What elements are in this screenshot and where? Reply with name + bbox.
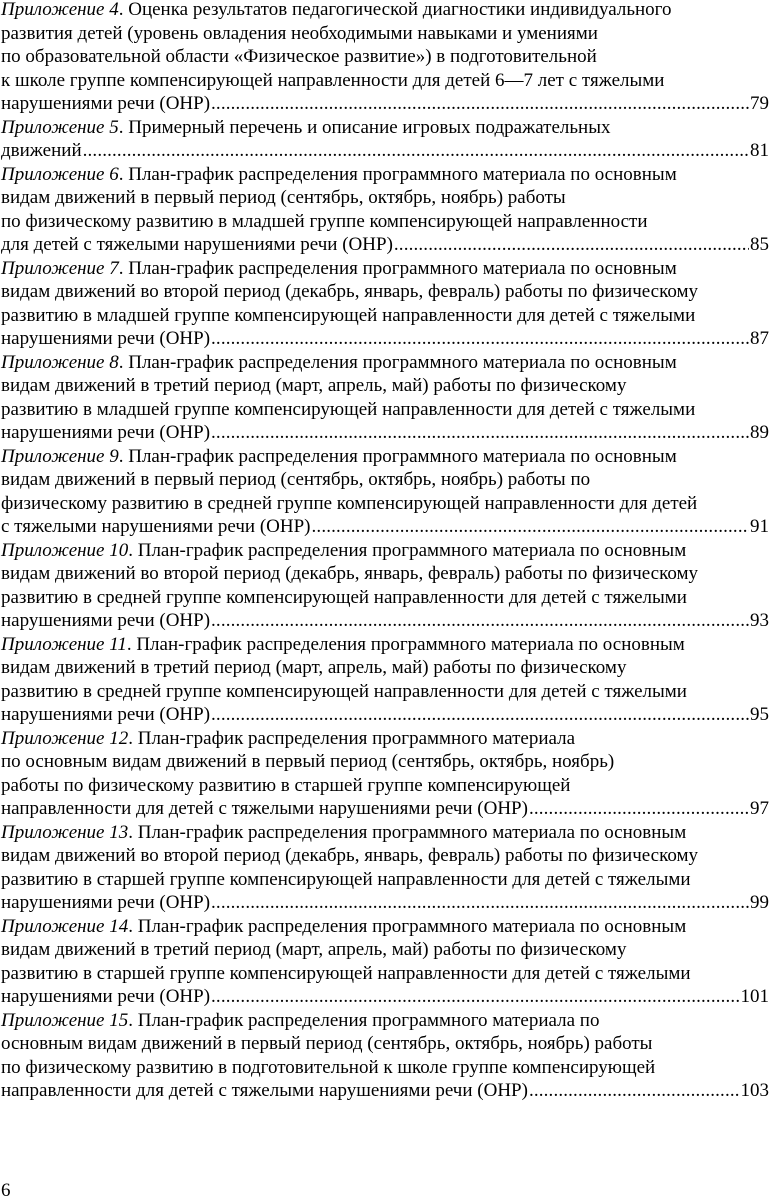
entry-title-text: развитию в младшей группе компенсирующей направленности для детей с тяжелыми [1, 398, 696, 420]
toc-entry-line [1, 609, 769, 633]
toc-entry [1, 633, 769, 727]
toc-entry-line [1, 139, 769, 163]
entry-page-number: 85 [750, 234, 769, 255]
toc-entry-line [1, 985, 769, 1009]
toc-entry-line [1, 374, 769, 398]
toc-entry-line [1, 327, 769, 351]
toc-entry-line [1, 633, 769, 657]
toc-entry-line [1, 186, 769, 210]
toc-entry-line [1, 163, 769, 187]
toc-entry-line [1, 1009, 769, 1033]
toc-entry-line [1, 797, 769, 821]
entry-page-number: 101 [740, 986, 769, 1007]
toc-entry-line [1, 539, 769, 563]
entry-title-text: нарушениями речи (ОНР) [1, 93, 211, 114]
toc-entry-line [1, 915, 769, 939]
toc-entry-line [1, 1079, 769, 1103]
dot-leader [211, 609, 749, 633]
toc-entry-line [1, 468, 769, 492]
entry-title-text: видам движений во второй период (декабрь, январь, февраль) работы по физическому [1, 845, 699, 866]
entry-page-number: 81 [750, 140, 769, 161]
toc-entry-line [1, 233, 769, 257]
entry-title-text: нарушениями речи (ОНР) [1, 422, 211, 443]
toc-entry [1, 116, 769, 163]
toc-entry-line [1, 515, 769, 539]
toc-entry-line [1, 421, 769, 445]
entry-title-text: с тяжелыми нарушениями речи (ОНР) [1, 516, 311, 537]
appendix-label: Приложение 7 [1, 257, 119, 279]
entry-title-text: видам движений в первый период (сентябрь, октябрь, ноябрь) работы по [1, 469, 591, 490]
entry-title-text: нарушениями речи (ОНР) [1, 610, 211, 631]
appendix-label: Приложение 14 [1, 915, 129, 937]
toc-entry-line [1, 868, 769, 892]
toc-entry [1, 821, 769, 915]
entry-page-number: 103 [740, 1080, 769, 1101]
appendix-label: Приложение 11 [1, 633, 127, 655]
toc-entry-line [1, 680, 769, 704]
dot-leader [83, 139, 749, 163]
toc-entry [1, 257, 769, 351]
dot-leader [211, 703, 749, 727]
dot-leader [211, 985, 739, 1009]
dot-leader [529, 1079, 740, 1103]
entry-title-text: для детей с тяжелыми нарушениями речи (ОНР) [1, 234, 393, 255]
entry-title-text: по физическому развитию в младшей группе компенсирующей направленности [1, 210, 648, 232]
entry-page-number: 99 [750, 892, 769, 913]
toc-entry-line [1, 844, 769, 868]
toc-entry-line [1, 656, 769, 680]
table-of-contents [1, 0, 769, 1103]
entry-title-text: видам движений в первый период (сентябрь, октябрь, ноябрь) работы [1, 187, 566, 208]
toc-entry-line [1, 45, 769, 69]
entry-title-text: по образовательной области «Физическое развитие») в подготовительной [1, 46, 597, 67]
entry-title-text: . План-график распределения программного материала по основным [128, 821, 687, 843]
toc-entry [1, 727, 769, 821]
appendix-label: Приложение 13 [1, 821, 129, 843]
entry-title-text: развитию в старшей группе компенсирующей направленности для детей с тяжелыми [1, 868, 691, 890]
toc-entry-line [1, 304, 769, 328]
toc-entry-line [1, 257, 769, 281]
entry-page-number: 91 [750, 516, 769, 537]
toc-entry-line [1, 821, 769, 845]
entry-page-number: 79 [750, 93, 769, 114]
toc-entry-line [1, 210, 769, 234]
entry-title-text: работы по физическому развитию в старшей группе компенсирующей [1, 774, 571, 796]
entry-title-text: по физическому развитию в подготовительной к школе группе компенсирующей [1, 1056, 656, 1078]
dot-leader [312, 515, 749, 539]
entry-title-text: . План-график распределения программного материала по основным [118, 351, 677, 373]
entry-title-text: . План-график распределения программного материала по основным [128, 915, 687, 937]
entry-title-text: видам движений в третий период (март, апрель, май) работы по физическому [1, 657, 627, 678]
dot-leader [529, 797, 749, 821]
entry-title-text: по основным видам движений в первый период (сентябрь, октябрь, ноябрь) [1, 751, 615, 772]
entry-title-text: основным видам движений в первый период (сентябрь, октябрь, ноябрь) работы [1, 1033, 653, 1054]
entry-title-text: физическому развитию в средней группе компенсирующей направленности для детей [1, 492, 698, 514]
entry-title-text: направленности для детей с тяжелыми нарушениями речи (ОНР) [1, 798, 528, 819]
dot-leader [211, 327, 749, 351]
toc-entry [1, 445, 769, 539]
toc-entry [1, 1009, 769, 1103]
toc-entry [1, 351, 769, 445]
entry-title-text: видам движений в третий период (март, апрель, май) работы по физическому [1, 375, 627, 396]
entry-title-text: видам движений во второй период (декабрь, январь, февраль) работы по физическому [1, 281, 699, 302]
entry-title-text: нарушениями речи (ОНР) [1, 704, 211, 725]
appendix-label: Приложение 4 [1, 0, 119, 20]
toc-entry [1, 163, 769, 257]
toc-entry-line [1, 703, 769, 727]
entry-title-text: развитию в средней группе компенсирующей направленности для детей с тяжелыми [1, 586, 687, 608]
entry-title-text: . План-график распределения программного материала по основным [128, 539, 687, 561]
toc-entry-line [1, 398, 769, 422]
page-number: 6 [1, 1180, 11, 1201]
toc-entry-line [1, 586, 769, 610]
toc-entry [1, 539, 769, 633]
appendix-label: Приложение 15 [1, 1009, 129, 1031]
entry-title-text: развития детей (уровень овладения необходимыми навыками и умениями [1, 22, 598, 44]
toc-entry [1, 0, 769, 116]
appendix-label: Приложение 12 [1, 727, 129, 749]
toc-entry-line [1, 445, 769, 469]
dot-leader [211, 421, 749, 445]
entry-title-text: нарушениями речи (ОНР) [1, 986, 211, 1007]
entry-title-text: развитию в старшей группе компенсирующей направленности для детей с тяжелыми [1, 962, 691, 984]
toc-entry-line [1, 69, 769, 93]
entry-title-text: направленности для детей с тяжелыми нарушениями речи (ОНР) [1, 1080, 528, 1101]
entry-title-text: . План-график распределения программного материала по основным [126, 633, 685, 655]
entry-title-text: движений [1, 140, 82, 161]
toc-entry-line [1, 962, 769, 986]
appendix-label: Приложение 8 [1, 351, 119, 373]
entry-title-text: видам движений во второй период (декабрь, январь, февраль) работы по физическому [1, 563, 699, 584]
toc-entry-line [1, 280, 769, 304]
dot-leader [211, 891, 749, 915]
entry-title-text: . Оценка результатов педагогической диагностики индивидуального [118, 0, 672, 20]
entry-title-text: . План-график распределения программного материала по [128, 1009, 600, 1031]
entry-title-text: видам движений в третий период (март, апрель, май) работы по физическому [1, 939, 627, 960]
toc-entry-line [1, 0, 769, 22]
appendix-label: Приложение 9 [1, 445, 119, 467]
entry-title-text: развитию в средней группе компенсирующей направленности для детей с тяжелыми [1, 680, 687, 702]
toc-entry-line [1, 92, 769, 116]
entry-page-number: 93 [750, 610, 769, 631]
entry-page-number: 87 [750, 328, 769, 349]
entry-title-text: . План-график распределения программного материала [128, 727, 576, 749]
toc-entry-line [1, 562, 769, 586]
toc-entry-line [1, 727, 769, 751]
entry-title-text: . План-график распределения программного материала по основным [118, 163, 677, 185]
toc-entry-line [1, 351, 769, 375]
toc-entry-line [1, 891, 769, 915]
appendix-label: Приложение 5 [1, 116, 119, 138]
entry-page-number: 97 [750, 798, 769, 819]
entry-title-text: нарушениями речи (ОНР) [1, 328, 211, 349]
appendix-label: Приложение 6 [1, 163, 119, 185]
toc-entry-line [1, 938, 769, 962]
toc-entry [1, 915, 769, 1009]
entry-title-text: . Примерный перечень и описание игровых подражательных [118, 116, 611, 138]
toc-entry-line [1, 774, 769, 798]
appendix-label: Приложение 10 [1, 539, 129, 561]
toc-entry-line [1, 116, 769, 140]
dot-leader [211, 92, 749, 116]
entry-title-text: нарушениями речи (ОНР) [1, 892, 211, 913]
toc-entry-line [1, 22, 769, 46]
entry-title-text: . План-график распределения программного материала по основным [118, 257, 677, 279]
toc-entry-line [1, 750, 769, 774]
entry-title-text: к школе группе компенсирующей направленности для детей 6—7 лет с тяжелыми [1, 69, 665, 91]
toc-entry-line [1, 1032, 769, 1056]
dot-leader [394, 233, 749, 257]
toc-entry-line [1, 1056, 769, 1080]
toc-entry-line [1, 492, 769, 516]
entry-page-number: 89 [750, 422, 769, 443]
entry-page-number: 95 [750, 704, 769, 725]
entry-title-text: . План-график распределения программного материала по основным [118, 445, 677, 467]
entry-title-text: развитию в младшей группе компенсирующей направленности для детей с тяжелыми [1, 304, 696, 326]
